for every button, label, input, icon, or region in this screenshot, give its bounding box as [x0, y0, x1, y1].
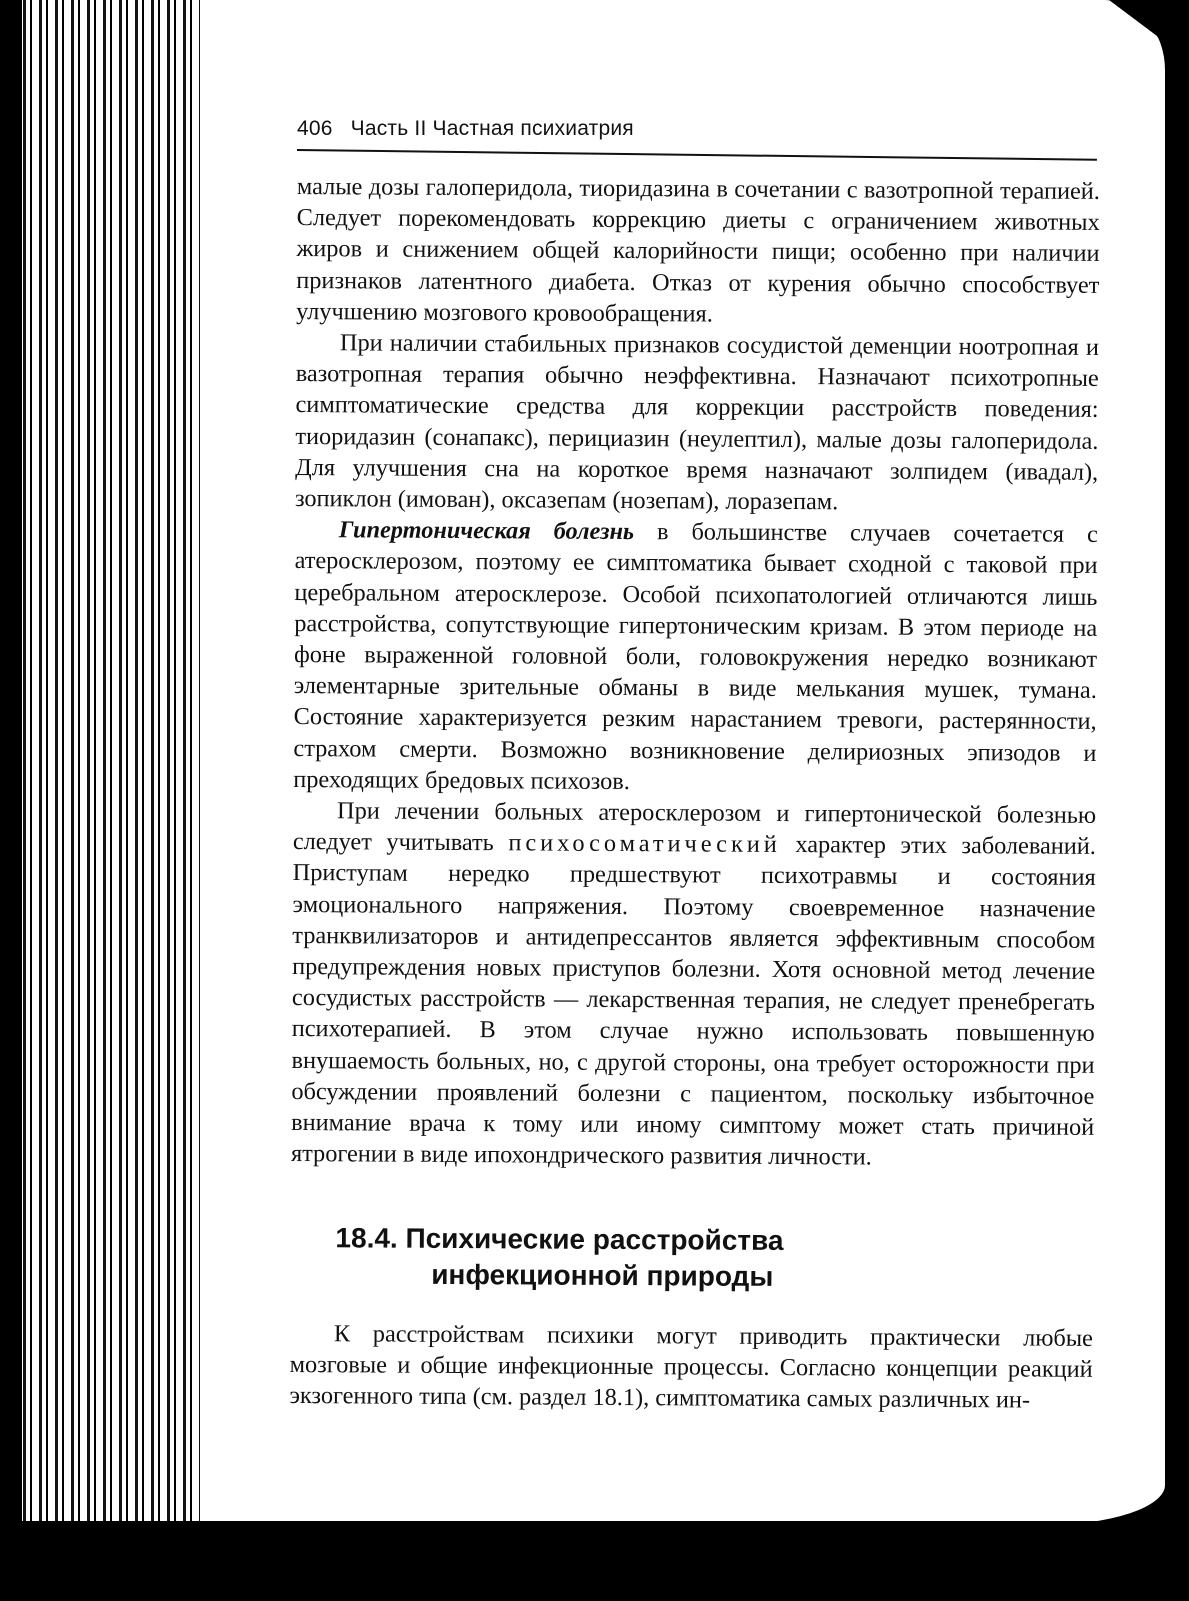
paragraph-3	[293, 514, 1098, 800]
book-spine-shadow	[0, 0, 22, 1601]
running-head	[297, 117, 1100, 147]
paragraph-4-text-b: характер этих заболеваний. Приступам нередко предшествуют психотравмы и состояния эмоционального напряжения. Поэтому своевременное назначение транквилизаторов и антидепрессантов является эффективным способом предупреждения новых приступов болезни. Хотя основной метод лечение сосудистых расстройств — лекарственная терапия, не следует пренебрегать психотерапией. В этом случае нужно использовать повышенную внушаемость больных, но, с другой стороны, она требует осторожности при обсуждении проявлений болезни с пациентом, поскольку избыточное внимание врача к тому или иному симптому может стать причиной ятрогении в виде ипохондрического развития личности.	[290, 831, 1096, 1171]
section-heading-line-1: 18.4. Психические расстройства	[335, 1221, 784, 1256]
book-page-edges	[0, 0, 215, 1601]
paragraph-4-text-a: При лечении больных атеросклерозом и гипертонической болезнью следует учитывать	[292, 797, 1097, 857]
page-content	[289, 117, 1100, 1414]
paragraph-4	[291, 795, 1096, 1174]
term-hypertension: Гипертоническая болезнь	[338, 516, 635, 546]
paragraph-5: К расстройствам психики могут приводить практически любые мозговые и общие инфекционные процессы. Согласно концепции реакций экзогенного типа (см. раздел 18.1), симптоматика самых различных ин-	[289, 1319, 1093, 1414]
paragraph-2: При наличии стабильных признаков сосудистой деменции ноотропная и вазотропная терапия обычно неэффективна. Назначают психотропные симптоматические средства для коррекции расстройств поведения: тиоридазин (сонапакс), перициазин (неулептил), малые дозы галоперидола. Для улучшения сна на короткое время назначают золпидем (ивадал), зопиклон (имован), оксазепам (нозепам), лоразепам.	[294, 329, 1100, 516]
paragraph-1: малые дозы галоперидола, тиоридазина в сочетании с вазотропной терапией. Следует порекомендовать коррекцию диеты с ограничением животных жиров и снижением общей калорийности пищи; особенно при наличии признаков латентного диабета. Отказ от курения обычно способствует улучшению мозгового кровообращения.	[296, 172, 1100, 328]
spaced-emphasis: психосоматический	[508, 829, 781, 859]
running-head-title: Часть II Частная психиатрия	[350, 117, 634, 140]
page-bottom-shadow	[0, 1521, 1189, 1601]
page-number: 406	[297, 117, 333, 140]
section-heading	[335, 1220, 1093, 1297]
section-heading-line-2: инфекционной природы	[431, 1258, 774, 1292]
paragraph-3-text: в большинстве случаев сочетается с атеросклерозом, поэтому ее симптоматика бывает сходной с таковой при церебральном атеросклерозе. Особой психопатологией отличаются лишь расстройства, сопутствующие гипертоническим кризам. В этом периоде на фоне выраженной головной боли, головокружения нередко возникают элементарные зрительные обманы в виде мелькания мушек, тумана. Состояние характеризуется резким нарастанием тревоги, растерянности, страхом смерти. Возможно возникновение делириозных эпизодов и преходящих бредовых психозов.	[293, 518, 1098, 795]
body-text	[289, 171, 1100, 1416]
running-head-rule	[297, 149, 1097, 161]
